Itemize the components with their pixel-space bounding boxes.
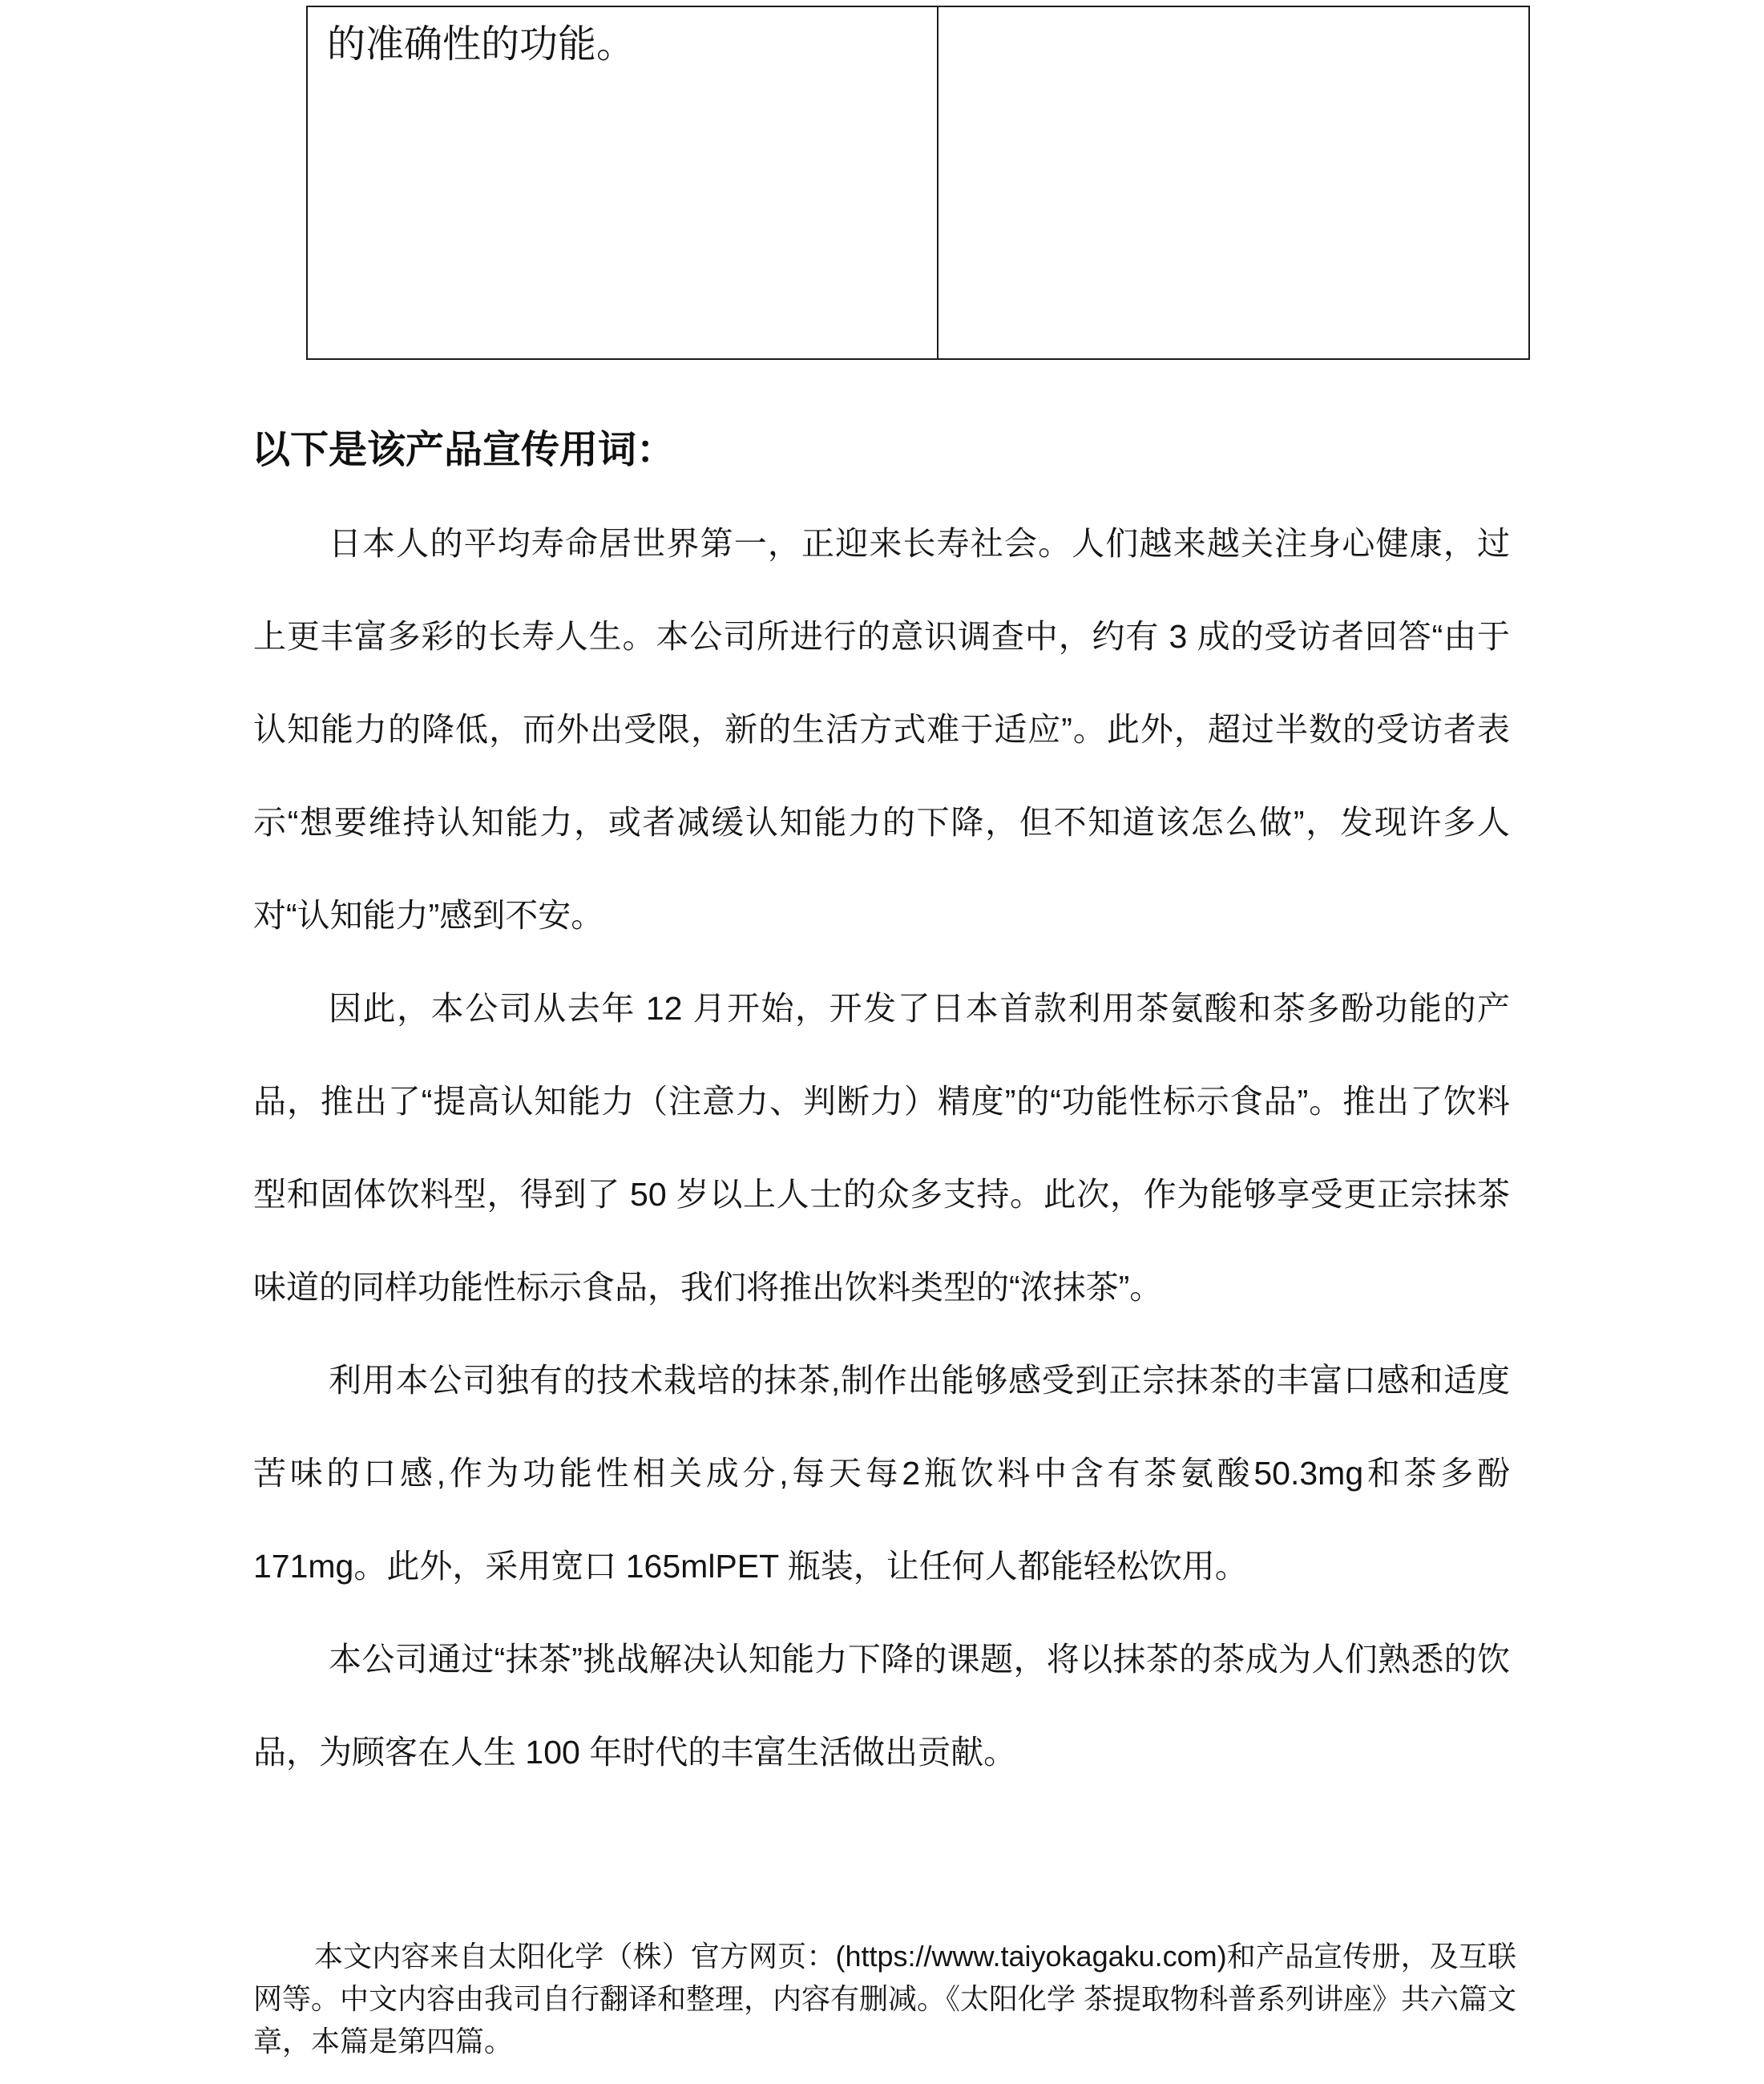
- section-heading: 以下是该产品宣传用词：: [252, 429, 676, 471]
- paragraph-2: 因此，本公司从去年 12 月开始，开发了日本首款利用茶氨酸和茶多酚功能的产品，推出了“提高认知能力（注意力、判断力）精度”的“功能性标示食品”。推出了饮料型和固体饮料型，得到了 50 岁以上人士的众多支持。此次，作为能够享受更正宗抹茶味道的同样功能性标示食品，我们将推出饮料类型的“浓抹茶”。: [253, 990, 1510, 1306]
- table-cell-right: [939, 7, 1528, 358]
- paragraph-1: 日本人的平均寿命居世界第一，正迎来长寿社会。人们越来越关注身心健康，过上更丰富多彩的长寿人生。本公司所进行的意识调查中，约有 3 成的受访者回答“由于认知能力的降低，而外出受限，新的生活方式难于适应”。此外，超过半数的受访者表示“想要维持认知能力，或者减缓认知能力的下降，但不知道该怎么做”，发现许多人对“认知能力”感到不安。: [253, 525, 1510, 934]
- table-cell-left: [308, 7, 939, 358]
- product-info-table: [306, 6, 1530, 360]
- footer-source-note: 本文内容来自太阳化学（株）官方网页：(https://www.taiyokagaku.com)和产品宣传册，及互联网等。中文内容由我司自行翻译和整理，内容有删减。《太阳化学 茶提取物科普系列讲座》共六篇文章，本篇是第四篇。: [253, 1940, 1517, 2058]
- body-paragraphs: [253, 497, 1510, 1799]
- paragraph-3: 利用本公司独有的技术栽培的抹茶,制作出能够感受到正宗抹茶的丰富口感和适度苦味的口感,作为功能性相关成分,每天每2瓶饮料中含有茶氨酸50.3mg和茶多酚171mg。此外，采用宽口 165mlPET 瓶装，让任何人都能轻松饮用。: [253, 1362, 1510, 1585]
- paragraph-4: 本公司通过“抹茶”挑战解决认知能力下降的课题，将以抹茶的茶成为人们熟悉的饮品，为顾客在人生 100 年时代的丰富生活做出贡献。: [253, 1641, 1510, 1771]
- table-cell-text: 的准确性的功能。: [327, 23, 636, 66]
